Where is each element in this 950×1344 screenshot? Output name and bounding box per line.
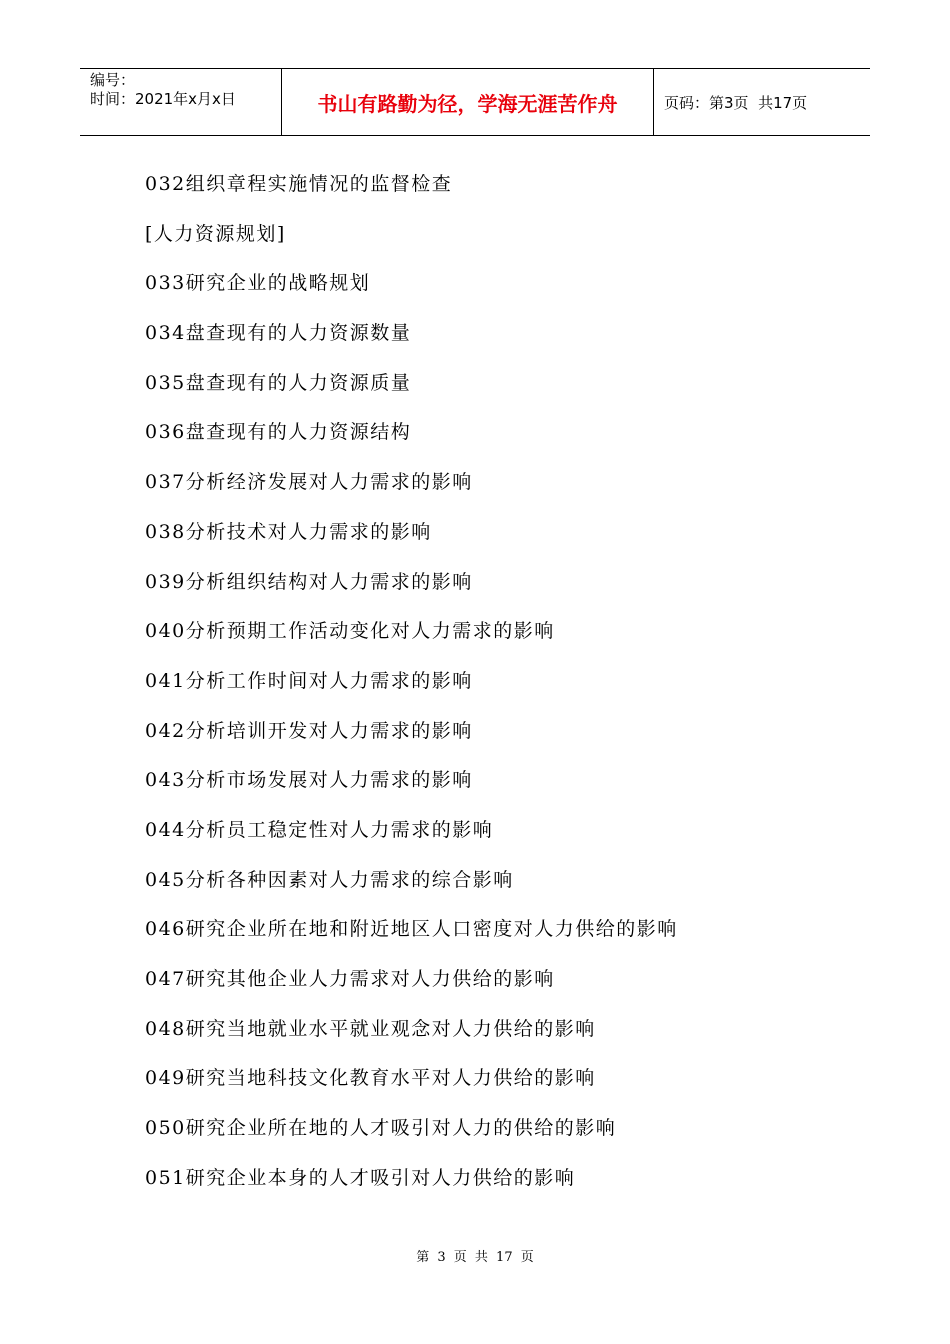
list-item: 037分析经济发展对人力需求的影响: [145, 471, 473, 494]
list-item: 039分析组织结构对人力需求的影响: [145, 570, 473, 593]
list-item: 042分析培训开发对人力需求的影响: [145, 719, 473, 742]
list-item: 045分析各种因素对人力需求的综合影响: [145, 868, 514, 891]
header-motto: 书山有路勤为径，学海无涯苦作舟: [282, 69, 654, 135]
list-item: 049研究当地科技文化教育水平对人力供给的影响: [145, 1067, 596, 1090]
page-header: [80, 68, 870, 136]
list-item: 032组织章程实施情况的监督检查: [145, 173, 453, 195]
list-item: 040分析预期工作活动变化对人力需求的影响: [145, 620, 555, 643]
time-label: 时间：2021年x月x日: [90, 90, 236, 108]
list-item: 047研究其他企业人力需求对人力供给的影响: [145, 968, 555, 990]
list-item: 038分析技术对人力需求的影响: [145, 520, 432, 543]
number-label: 编号：: [90, 71, 136, 89]
header-meta: [80, 69, 282, 135]
list-item: 050研究企业所在地的人才吸引对人力的供给的影响: [145, 1117, 617, 1140]
list-item: 043分析市场发展对人力需求的影响: [145, 769, 473, 792]
list-item: 041分析工作时间对人力需求的影响: [145, 669, 473, 692]
list-item: 033研究企业的战略规划: [145, 272, 371, 295]
list-item: 036盘查现有的人力资源结构: [145, 421, 412, 444]
list-item: 044分析员工稳定性对人力需求的影响: [145, 818, 494, 841]
list-item: 048研究当地就业水平就业观念对人力供给的影响: [145, 1017, 596, 1040]
document-body: [145, 165, 865, 1208]
list-item: 035盘查现有的人力资源质量: [145, 371, 412, 394]
page-footer: 第 3 页 共 17 页: [416, 1250, 534, 1265]
header-page-info: 页码：第3页 共17页: [664, 93, 808, 112]
section-heading: [人力资源规划]: [145, 222, 286, 245]
list-item: 046研究企业所在地和附近地区人口密度对人力供给的影响: [145, 918, 678, 941]
list-item: 051研究企业本身的人才吸引对人力供给的影响: [145, 1166, 576, 1189]
list-item: 034盘查现有的人力资源数量: [145, 322, 412, 345]
